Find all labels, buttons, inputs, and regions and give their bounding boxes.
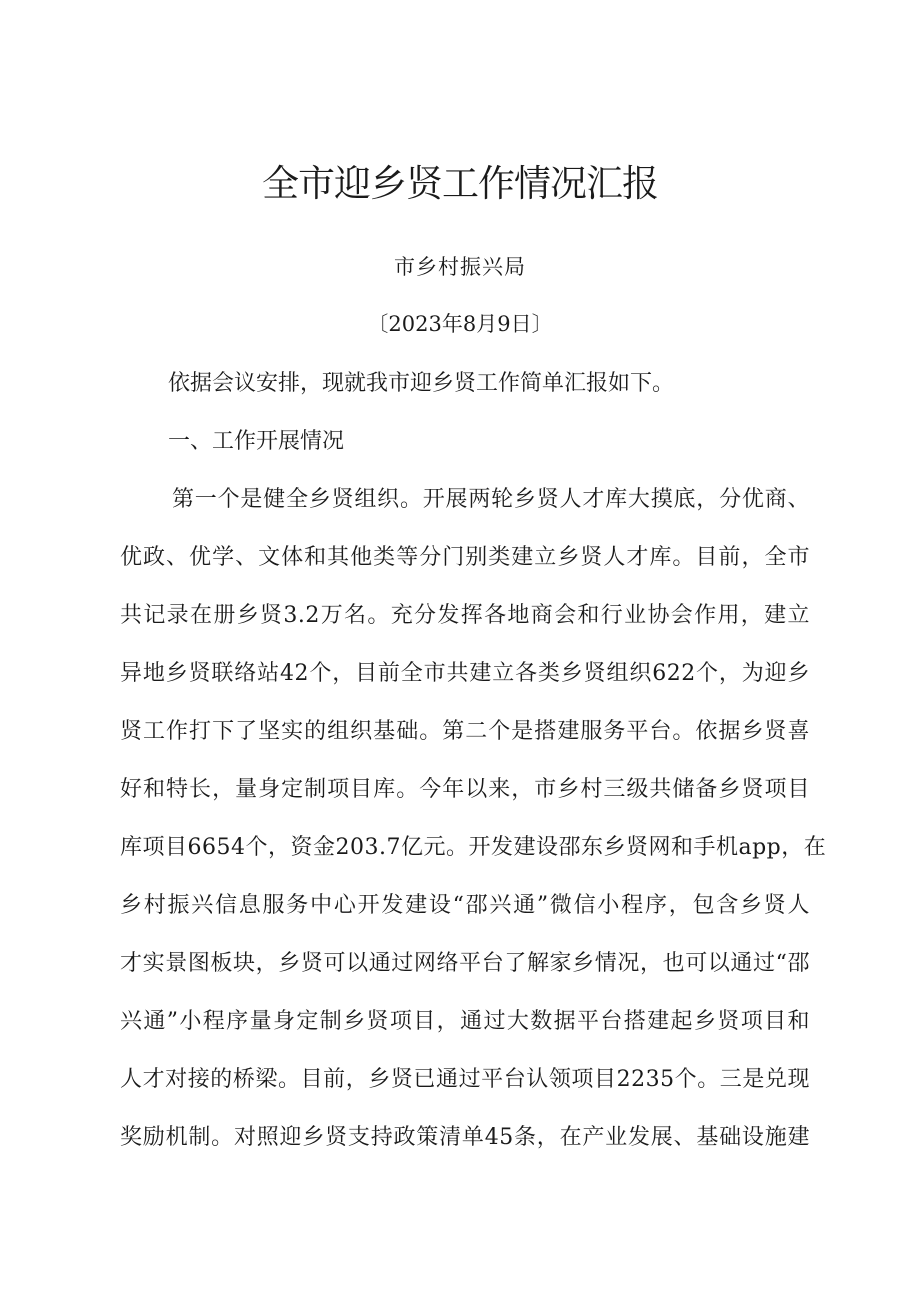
body-line: 贤工作打下了坚实的组织基础。第二个是搭建服务平台。依据乡贤喜 — [120, 719, 810, 744]
intro-paragraph: 依据会议安排，现就我市迎乡贤工作简单汇报如下。 — [168, 371, 675, 396]
body-line: 才实景图板块，乡贤可以通过网络平台了解家乡情况，也可以通过“邵 — [120, 951, 810, 976]
document-title: 全市迎乡贤工作情况汇报 — [262, 162, 658, 205]
body-line: 异地乡贤联络站42个，目前全市共建立各类乡贤组织622个，为迎乡 — [120, 661, 810, 686]
body-line: 优政、优学、文体和其他类等分门别类建立乡贤人才库。目前，全市 — [120, 545, 810, 570]
body-line: 人才对接的桥梁。目前，乡贤已通过平台认领项目2235个。三是兑现 — [120, 1067, 810, 1092]
document-author: 市乡村振兴局 — [394, 255, 526, 279]
document-date: 〔2023年8月9日〕 — [367, 312, 553, 336]
body-line: 库项目6654个，资金203.7亿元。开发建设邵东乡贤网和手机app，在 — [120, 835, 827, 860]
body-line: 第一个是健全乡贤组织。开展两轮乡贤人才库大摸底，分优商、 — [172, 487, 810, 512]
body-line: 好和特长，量身定制项目库。今年以来，市乡村三级共储备乡贤项目 — [120, 777, 810, 802]
body-line: 共记录在册乡贤3.2万名。充分发挥各地商会和行业协会作用，建立 — [120, 603, 810, 628]
body-paragraph — [120, 471, 827, 1167]
body-line: 奖励机制。对照迎乡贤支持政策清单45条，在产业发展、基础设施建 — [120, 1125, 810, 1150]
body-line: 乡村振兴信息服务中心开发建设“邵兴通”微信小程序，包含乡贤人 — [120, 893, 810, 918]
body-line: 兴通”小程序量身定制乡贤项目，通过大数据平台搭建起乡贤项目和 — [120, 1009, 810, 1034]
section-heading: 一、工作开展情况 — [168, 429, 345, 454]
